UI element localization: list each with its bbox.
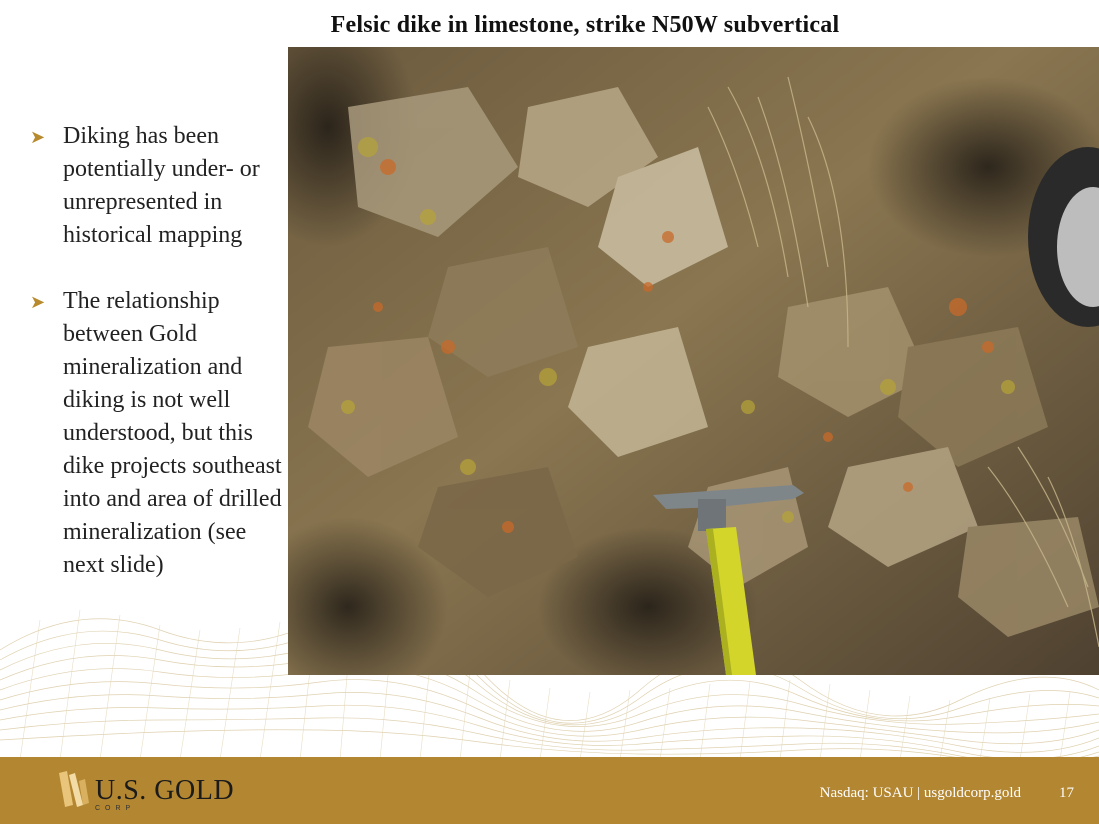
slide-title: Felsic dike in limestone, strike N50W subvertical	[330, 12, 840, 38]
footer-info: Nasdaq: USAU | usgoldcorp.gold	[819, 785, 1021, 801]
bullet-text: The relationship between Gold mineralization and diking is not well understood, but this dike projects southeast into and area of drilled mineralization (see next slide)	[63, 288, 282, 578]
outcrop-photo	[288, 47, 1099, 675]
gold-bars-icon	[55, 769, 91, 809]
bullet-item	[30, 285, 290, 582]
footer-bar	[0, 757, 1099, 824]
bullet-list	[30, 120, 290, 615]
logo-subtext: CORP	[95, 805, 136, 812]
page-number: 17	[1059, 785, 1074, 801]
arrow-bullet-icon: ➤	[30, 127, 46, 147]
bullet-item	[30, 120, 290, 252]
bullet-text: Diking has been potentially under- or unrepresented in historical mapping	[63, 123, 260, 248]
logo-text: U.S. GOLD	[95, 775, 235, 806]
arrow-bullet-icon: ➤	[30, 292, 46, 312]
